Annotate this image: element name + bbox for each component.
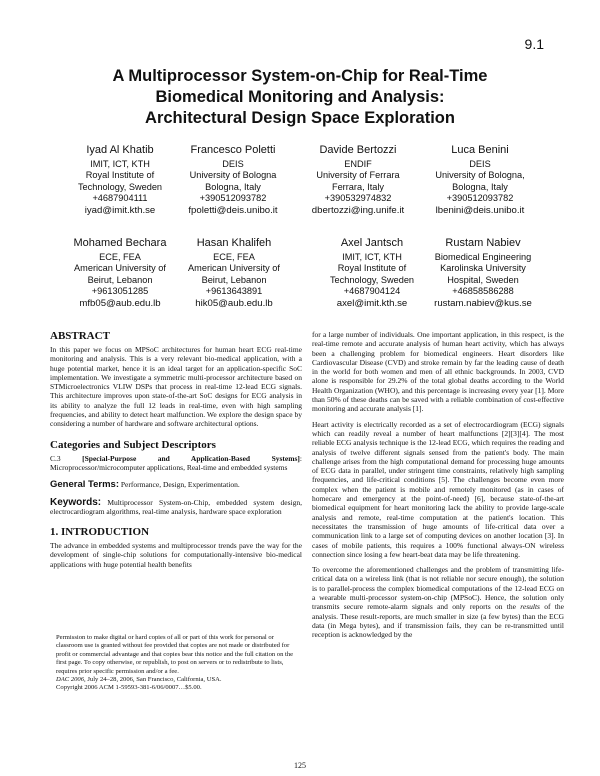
author-affiliation: DEIS — [469, 159, 491, 169]
author-affiliation: Bologna, Italy — [205, 181, 261, 192]
page-number-top: 9.1 — [524, 36, 544, 52]
author-name: Luca Benini — [451, 144, 509, 156]
author-phone: +390512093782 — [199, 193, 267, 204]
author-block — [413, 236, 553, 309]
author-email: dbertozzi@ing.unife.it — [311, 204, 405, 216]
conference-line — [56, 676, 300, 684]
abstract-heading: ABSTRACT — [50, 330, 110, 342]
author-affiliation: IMIT, ICT, KTH — [342, 252, 402, 262]
author-affiliation: Beirut, Lebanon — [87, 274, 153, 285]
permission-notice — [56, 634, 300, 693]
author-email: hik05@aub.edu.lb — [195, 297, 273, 309]
author-email: mfb05@aub.edu.lb — [79, 297, 161, 309]
author-block — [163, 143, 303, 216]
author-email: iyad@imit.kth.se — [84, 204, 156, 216]
body-paragraph: for a large number of individuals. One important application, in this respect, is the real-time remote and accurate analysis of human heart activity, which has always been a challenging problem for biomedical engineers. Heart disorders like Cardiovascular Disease (CVD) and stroke remain by far the leading cause of death in the world for both women and men of all ethnic backgrounds. In 2003, CVD alone is responsible for 29.2% of the total global deaths according to the World Health Organization (WHO), and this percentage is increasing every year [1]. More than 50% of these deaths can be saved with a reliable combination of cost-effective monitoring and accurate analysis [1]. — [312, 330, 564, 414]
keywords — [50, 498, 302, 517]
author-phone: +390512093782 — [446, 193, 514, 204]
categories-text — [50, 454, 302, 473]
title-line: Architectural Design Space Exploration — [145, 109, 455, 127]
author-affiliation: DEIS — [222, 159, 244, 169]
category-code: C.3 — [50, 453, 61, 463]
author-block — [410, 143, 550, 216]
title-line: A Multiprocessor System-on-Chip for Real-Time — [112, 67, 488, 85]
general-terms-heading: General Terms: — [50, 479, 119, 491]
title-line: Biomedical Monitoring and Analysis: — [155, 88, 445, 106]
general-terms-text: Performance, Design, Experimentation. — [119, 480, 240, 490]
keywords-text: Multiprocessor System-on-Chip, embedded system design, electrocardiogram algorithms, real-time analysis, hardware space exploration — [50, 497, 302, 516]
body-text-italic: results — [520, 602, 540, 612]
paper-title — [60, 66, 540, 129]
author-phone: +390532974832 — [324, 193, 392, 204]
author-affiliation: Technology, Sweden — [77, 181, 163, 192]
author-affiliation: Bologna, Italy — [452, 181, 508, 192]
author-name: Hasan Khalifeh — [196, 237, 272, 249]
author-affiliation: University of Bologna, — [435, 170, 525, 181]
author-phone: +9613051285 — [91, 286, 149, 297]
category-description: : Microprocessor/microcomputer applications, Real-time and embedded systems — [50, 453, 302, 472]
permission-text: Permission to make digital or hard copies of all or part of this work for personal or classroom use is granted without fee provided that copies are not made or distributed for profit or commercial advantage and that copies bear this notice and the full citation on the first page. To copy otherwise, or republish, to post on servers or to redistribute to lists, requires prior specific permission and/or a fee. — [56, 634, 294, 675]
author-name: Mohamed Bechara — [73, 237, 167, 249]
page-number-bottom: 125 — [294, 761, 306, 770]
author-name: Rustam Nabiev — [445, 237, 521, 249]
right-column — [312, 330, 564, 646]
author-affiliation: Technology, Sweden — [329, 274, 415, 285]
author-phone: +4687904111 — [92, 193, 148, 204]
general-terms — [50, 480, 302, 489]
author-phone: +9613643891 — [205, 286, 263, 297]
author-block — [164, 236, 304, 309]
author-affiliation: Royal Institute of — [85, 170, 155, 181]
author-affiliation: University of Bologna — [189, 170, 277, 181]
author-name: Davide Bertozzi — [319, 144, 397, 156]
conference-name: DAC 2006 — [56, 676, 85, 684]
introduction-heading: 1. INTRODUCTION — [50, 526, 150, 539]
copyright-line: Copyright 2006 ACM 1-59593-381-6/06/0007…$5.00. — [56, 684, 202, 692]
category-title: [Special-Purpose and Application-Based Systems] — [82, 453, 300, 463]
author-affiliation: Beirut, Lebanon — [201, 274, 267, 285]
author-affiliation: Royal Institute of — [337, 263, 407, 274]
author-block — [288, 143, 428, 216]
left-column — [50, 330, 302, 575]
author-email: rustam.nabiev@kus.se — [434, 297, 532, 309]
author-affiliation: ECE, FEA — [213, 252, 255, 262]
author-affiliation: IMIT, ICT, KTH — [90, 159, 150, 169]
author-email: axel@imit.kth.se — [336, 297, 408, 309]
introduction-text: The advance in embedded systems and multiprocessor trends pave the way for the development of single-chip solutions for computationally-intensive bio-medical applications with huge potential health benefits — [50, 541, 302, 569]
body-paragraph — [312, 565, 564, 639]
body-text: of the analysis. These result-reports, are much smaller in size (a few bytes) than the ECG data (in Mega bytes), and if transmission fails, they can be re-transmitted until reception is acknowledged by the — [312, 602, 564, 640]
author-affiliation: ENDIF — [344, 159, 372, 169]
author-phone: +4687904124 — [343, 286, 401, 297]
author-phone: +46858586288 — [452, 286, 514, 297]
author-email: fpoletti@deis.unibo.it — [188, 204, 278, 216]
author-affiliation: American University of — [188, 263, 280, 274]
author-affiliation: ECE, FEA — [99, 252, 141, 262]
author-name: Axel Jantsch — [340, 237, 404, 249]
conference-details: , July 24–28, 2006, San Francisco, California, USA. — [84, 676, 222, 684]
keywords-heading: Keywords: — [50, 496, 102, 508]
author-affiliation: Karolinska University — [440, 263, 526, 274]
body-text: To overcome the aforementioned challenges and the problem of transmitting life-critical data on a wireless link (that is not reliable nor secure enough), the solution is to parallel-process the complex biomedical computations of the 12-lead ECG on a wearable multi-processor system-on-chip (MPSoC). Hence, the solution only transmits secure remote-alarm signals and only reports on the — [312, 565, 564, 612]
author-affiliation: Hospital, Sweden — [447, 274, 519, 285]
abstract-text: In this paper we focus on MPSoC architectures for human heart ECG real-time monitoring and analysis. This is a very relevant bio-medical application, with a huge potential market, hence it is an ideal target for an application-specific SoC implementation. We investigate a symmetric multi-processor architecture based on STMicroelectronics VLIW DSPs that process in real-time 12-lead ECG signals. This architecture improves upon state-of-the-art SoC designs for ECG analysis in its ability to analyze the full 12 leads in real-time, even with high sampling frequencies, and ability to detect heart malfunction. We explore the design space by considering a number of hardware and software architectural options. — [50, 345, 302, 429]
author-email: lbenini@deis.unibo.it — [435, 204, 525, 216]
author-affiliation: Ferrara, Italy — [331, 181, 385, 192]
author-name: Francesco Poletti — [190, 144, 276, 156]
author-affiliation: University of Ferrara — [316, 170, 400, 181]
author-name: Iyad Al Khatib — [86, 144, 154, 156]
body-paragraph: Heart activity is electrically recorded as a set of electrocardiogram (ECG) signals which can readily reveal a number of heart malfunctions [2][3][4]. The most reliable ECG analysis technique is the 12-lead ECG, which requires the reading and analysis of twelve different signals sensed from the patient's body. The main challenge arises from the high computational demand for processing huge amounts of ECG data in parallel, under stringent time constraints, relatively high sampling frequencies, and life-critical conditions [5]. The challenges become even more complex when the patient is mobile and remotely monitored (as in cases of homecare and emergency at the point-of-need) [6], because state-of-the-art biomedical equipment for heart monitoring lack the ability to provide large-scale analysis and remote, real-time computation at the patient's location. This necessitates the transmission of huge amounts of life-critical data over a communication link to a large set of computing devices on another location [3]. In cases of mobile patients, this requires a 100% functional always-ON wireless connection since losing a few heart-beat data may be life threatening. — [312, 419, 564, 559]
author-affiliation: Biomedical Engineering — [434, 252, 532, 262]
categories-heading: Categories and Subject Descriptors — [50, 438, 216, 451]
author-affiliation: American University of — [74, 263, 166, 274]
